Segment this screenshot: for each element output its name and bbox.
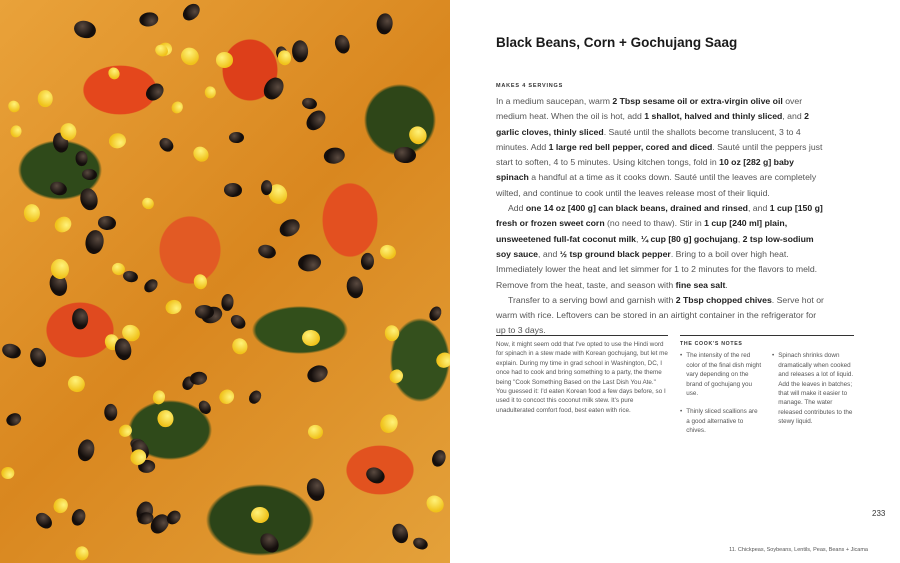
corn-kernel xyxy=(117,423,134,439)
black-bean xyxy=(390,522,411,546)
corn-kernel xyxy=(216,387,237,407)
corn-kernel xyxy=(277,49,293,66)
black-bean xyxy=(376,13,394,36)
corn-kernel xyxy=(6,99,22,115)
method-text: Transfer to a serving bowl and garnish with xyxy=(508,294,676,305)
method-text: , xyxy=(635,233,641,244)
ingredient-text: one 14 oz [400 g] can black beans, drained and rinsed xyxy=(525,203,748,214)
note-text: Thinly sliced scallions are a good alternative to chives. xyxy=(686,408,758,435)
method-text: In a medium saucepan, warm xyxy=(496,96,613,106)
method-text: . xyxy=(725,279,728,290)
black-bean xyxy=(33,510,55,532)
black-bean xyxy=(276,216,302,240)
corn-kernel xyxy=(230,336,249,356)
corn-kernel xyxy=(38,89,54,106)
corn-kernel xyxy=(433,349,450,370)
black-bean xyxy=(412,536,429,551)
corn-kernel xyxy=(250,507,269,524)
black-bean xyxy=(104,404,118,422)
method-paragraph xyxy=(496,94,824,201)
black-bean xyxy=(98,216,117,231)
corn-kernel xyxy=(407,123,431,148)
corn-kernel xyxy=(75,545,90,561)
corn-kernel xyxy=(157,409,174,428)
corn-kernel xyxy=(23,203,41,222)
corn-kernel xyxy=(307,423,325,440)
corn-kernel xyxy=(151,389,166,405)
black-bean xyxy=(394,146,417,164)
black-bean xyxy=(427,304,444,322)
black-bean xyxy=(345,275,365,299)
method-text: , and xyxy=(747,203,770,214)
corn-kernel xyxy=(178,44,203,68)
bullet-icon: • xyxy=(772,352,775,360)
corn-kernel xyxy=(108,132,127,150)
chapter-footer: 11. Chickpeas, Soybeans, Lentils, Peas, Beans + Jicama xyxy=(729,547,868,553)
bullet-icon: • xyxy=(680,352,683,360)
note-text: Spinach shrinks down dramatically when cooked and releases a lot of liquid. Add the leaves in batches; that will make it easier to manage. The water released contributes to the stewy liquid. xyxy=(778,352,854,426)
recipe-method xyxy=(496,94,824,339)
method-text: Add xyxy=(508,203,526,214)
black-bean xyxy=(79,186,101,212)
black-bean xyxy=(141,277,160,296)
servings-label: MAKES 4 SERVINGS xyxy=(496,83,564,89)
corn-kernel xyxy=(106,65,122,81)
corn-kernel xyxy=(423,492,447,516)
notes-column-left xyxy=(680,351,762,444)
corn-kernel xyxy=(386,366,405,385)
corn-kernel xyxy=(164,298,183,316)
black-bean xyxy=(75,151,87,167)
black-bean xyxy=(190,371,208,386)
ingredient-text: ½ tsp ground black pepper xyxy=(559,248,671,259)
method-text: . Sauté until the shallots become translucent, 3 to 4 minutes. Add xyxy=(496,126,801,152)
black-bean xyxy=(0,341,22,360)
method-text: a handful at a time as it cooks down. Sauté until the leaves are completely wilted, and continue to cook until the leaves release most of their liquid. xyxy=(496,172,817,198)
ingredient-text: 10 oz [282 g] baby spinach xyxy=(496,157,794,183)
black-bean xyxy=(84,228,105,254)
black-bean xyxy=(305,363,331,386)
method-text: . Sauté until the peppers just start to soften, 4 to 5 minutes. Using kitchen tongs, fold in xyxy=(496,141,823,168)
method-paragraph xyxy=(496,201,824,293)
corn-kernel xyxy=(379,243,398,261)
ingredient-text: 2 Tbsp sesame oil or extra-virgin olive oil xyxy=(612,96,783,106)
black-bean xyxy=(143,81,167,105)
black-bean xyxy=(197,399,213,416)
corn-kernel xyxy=(191,143,212,164)
black-bean xyxy=(229,132,244,143)
method-text: , and xyxy=(782,111,805,122)
black-bean xyxy=(297,253,322,273)
corn-kernel xyxy=(170,100,186,116)
ingredient-text: 1 large red bell pepper, cored and diced xyxy=(548,141,713,152)
corn-kernel xyxy=(140,196,156,212)
corn-kernel xyxy=(51,496,71,516)
black-bean xyxy=(363,464,387,486)
ingredient-text: 1 cup [240 ml] plain, unsweetened full-fat coconut milk xyxy=(496,218,788,244)
ingredient-text: 2 garlic cloves, thinly sliced xyxy=(496,111,809,137)
black-bean xyxy=(361,253,375,271)
corn-kernel xyxy=(10,124,23,138)
black-bean xyxy=(260,74,288,103)
recipe-title: Black Beans, Corn + Gochujang Saag xyxy=(496,35,738,50)
corn-kernel xyxy=(216,52,233,68)
notes-title: THE COOK'S NOTES xyxy=(680,341,743,347)
note-item xyxy=(680,351,762,398)
black-bean xyxy=(4,412,23,429)
note-text: The intensity of the red color of the final dish might vary depending on the brand of gochujang you use. xyxy=(686,352,762,398)
method-text: , xyxy=(737,233,743,244)
black-bean xyxy=(72,18,98,40)
corn-kernel xyxy=(65,372,88,394)
black-bean xyxy=(430,448,448,469)
method-text: , and xyxy=(538,248,560,259)
ingredient-text: 2 tsp low-sodium soy sauce xyxy=(496,233,814,259)
ingredient-text: 1 cup [150 g] fresh or frozen sweet corn xyxy=(496,203,823,229)
black-bean xyxy=(224,183,243,198)
notes-column-right xyxy=(772,351,854,444)
black-bean xyxy=(256,243,277,261)
method-text: . Serve hot or warm with rice. Leftovers can be stored in an airtight container in the refrigerator for up to 3 days. xyxy=(496,294,824,336)
black-bean xyxy=(180,0,203,23)
black-bean xyxy=(303,106,330,133)
method-text: (no need to thaw). Stir in xyxy=(604,218,705,229)
black-bean xyxy=(157,135,176,154)
cooks-notes xyxy=(680,335,854,445)
ingredient-text: 1 shallot, halved and thinly sliced xyxy=(644,111,783,122)
method-text: . Bring to a boil over high heat. Immediately lower the heat and let simmer for 1 to 2 minutes for the flavors to meld. Remove from the heat, taste, and season with xyxy=(496,248,818,290)
black-bean xyxy=(304,477,327,504)
note-item xyxy=(772,351,854,426)
black-bean xyxy=(228,312,249,332)
corn-kernel xyxy=(301,329,321,347)
black-bean xyxy=(48,180,68,198)
bullet-icon: • xyxy=(680,408,683,416)
black-bean xyxy=(27,345,49,369)
ingredient-text: ¼ cup [80 g] gochujang xyxy=(640,233,738,244)
ingredient-text: 2 Tbsp chopped chives xyxy=(675,294,772,305)
black-bean xyxy=(122,270,138,284)
corn-kernel xyxy=(384,325,400,342)
black-bean xyxy=(301,97,318,111)
black-bean xyxy=(247,388,264,406)
black-bean xyxy=(72,308,88,329)
black-bean xyxy=(220,293,234,311)
headnote: Now, it might seem odd that I've opted to use the Hindi word for spinach in a stew made with Korean gochujang, but let me explain. During my time in grad school in Washington, DC, I once had to cook and bring something to a party, the theme being "Cook Something Based on the Last Dish You Ate." You guessed it: I'd eaten Korean food a few days before, so I used it to concoct this coconut milk stew. It's pure unadulterated comfort food, best eaten with rice. xyxy=(496,335,668,415)
black-bean xyxy=(82,168,98,180)
method-paragraph xyxy=(496,293,824,339)
corn-kernel xyxy=(376,411,400,436)
black-bean xyxy=(75,437,96,462)
corn-kernel xyxy=(52,213,74,234)
corn-kernel xyxy=(1,467,15,479)
corn-kernel xyxy=(204,86,216,99)
page-number: 233 xyxy=(872,509,886,518)
black-bean xyxy=(70,507,88,528)
method-text: over medium heat. When the oil is hot, add xyxy=(496,96,803,122)
black-bean xyxy=(323,147,346,165)
black-bean xyxy=(333,33,352,55)
black-bean xyxy=(138,11,159,28)
note-item xyxy=(680,407,762,435)
corn-kernel xyxy=(192,273,208,290)
ingredient-text: fine sea salt xyxy=(675,279,726,290)
black-bean xyxy=(257,530,283,556)
black-bean xyxy=(292,40,308,62)
